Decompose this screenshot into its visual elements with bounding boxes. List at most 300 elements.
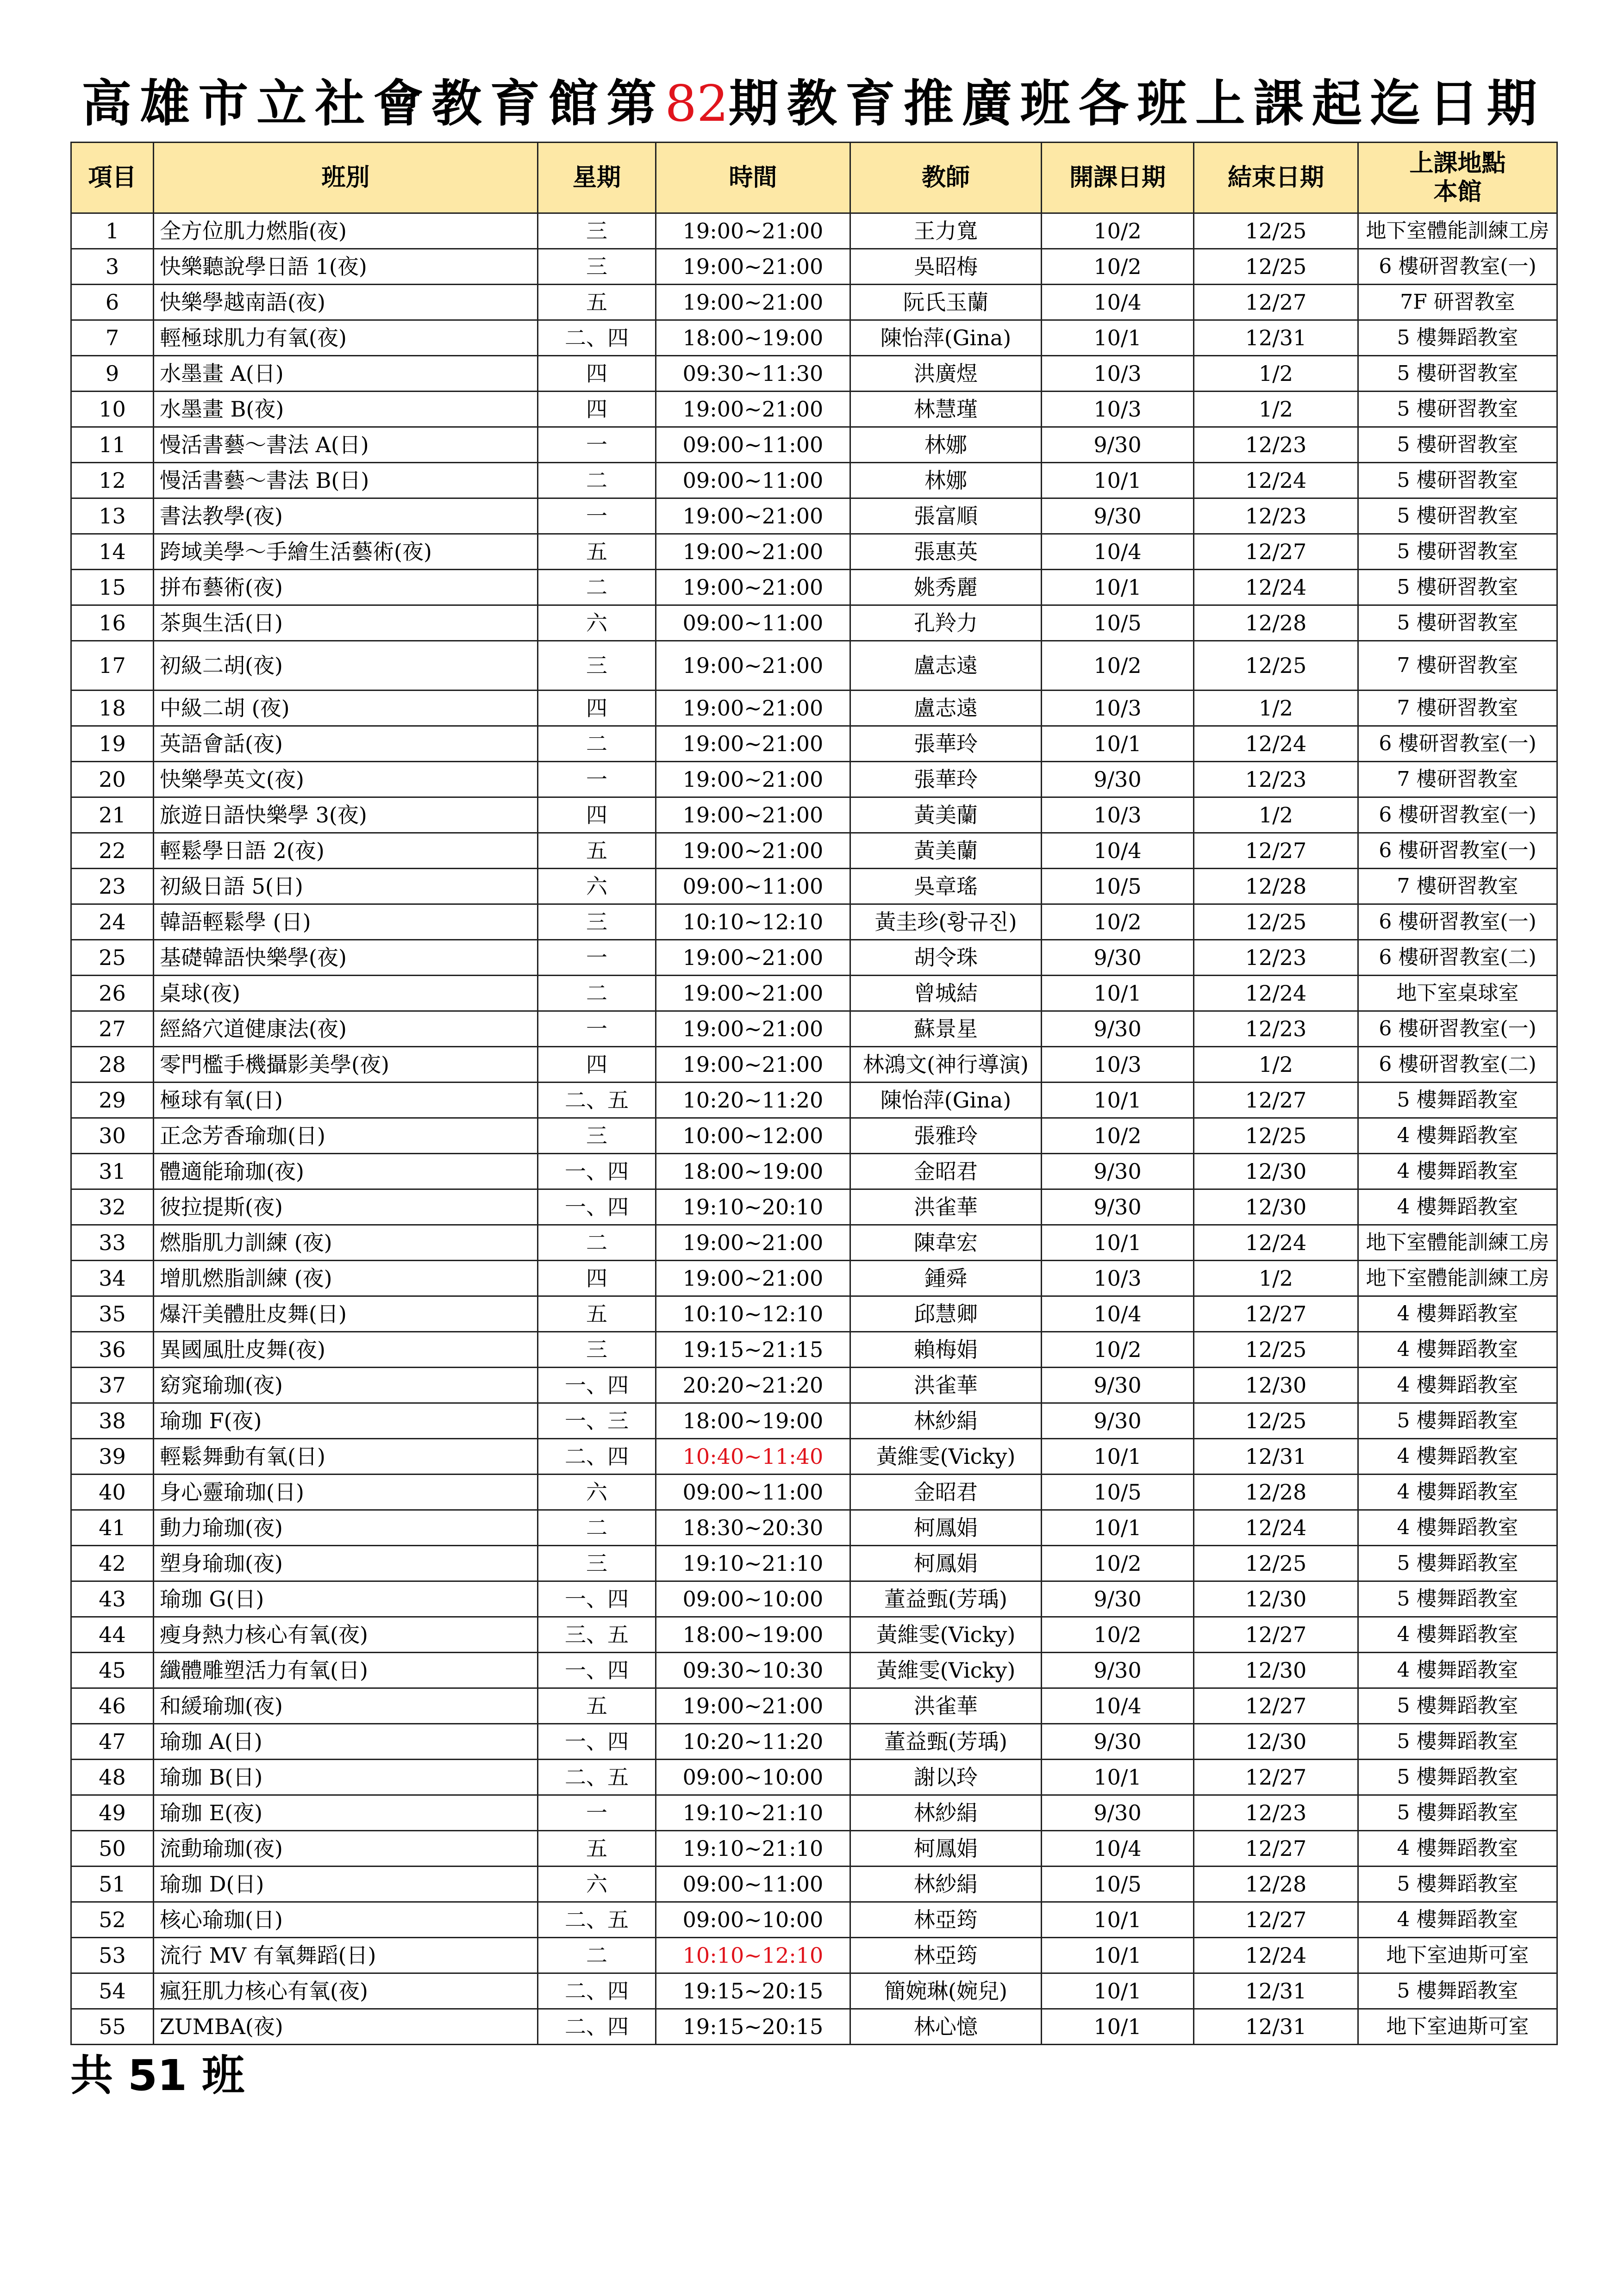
cell-teacher: 陳怡萍(Gina): [850, 1083, 1042, 1118]
cell-class-name: 爆汗美體肚皮舞(日): [154, 1296, 538, 1332]
cell-location: 地下室體能訓練工房: [1358, 1261, 1557, 1296]
cell-weekday: 五: [538, 1296, 656, 1332]
cell-start-date: 10/2: [1042, 641, 1194, 691]
cell-no: 49: [71, 1795, 154, 1831]
cell-teacher: 洪廣煜: [850, 356, 1042, 392]
cell-time: 18:00~19:00: [656, 320, 850, 356]
cell-class-name: 韓語輕鬆學 (日): [154, 904, 538, 940]
table-row: [71, 605, 1557, 641]
cell-start-date: 10/2: [1042, 1546, 1194, 1581]
table-row: [71, 1867, 1557, 1902]
cell-time: 09:00~11:00: [656, 605, 850, 641]
cell-class-name: 英語會話(夜): [154, 726, 538, 762]
cell-end-date: 12/27: [1194, 1902, 1358, 1938]
cell-weekday: 三: [538, 1332, 656, 1368]
cell-teacher: 黃美蘭: [850, 833, 1042, 869]
cell-time: 10:40~11:40: [656, 1439, 850, 1475]
cell-no: 13: [71, 498, 154, 534]
cell-time: 09:00~10:00: [656, 1581, 850, 1617]
cell-location: 6 樓研習教室(二): [1358, 940, 1557, 976]
cell-time: 19:00~21:00: [656, 726, 850, 762]
cell-start-date: 10/2: [1042, 904, 1194, 940]
table-row: [71, 1581, 1557, 1617]
title-period-number: 82: [665, 75, 729, 133]
cell-location: 5 樓研習教室: [1358, 605, 1557, 641]
cell-start-date: 10/1: [1042, 726, 1194, 762]
cell-teacher: 柯鳳娟: [850, 1546, 1042, 1581]
cell-location: 5 樓舞蹈教室: [1358, 1581, 1557, 1617]
cell-no: 24: [71, 904, 154, 940]
cell-location: 7 樓研習教室: [1358, 869, 1557, 904]
cell-teacher: 林娜: [850, 463, 1042, 498]
cell-no: 12: [71, 463, 154, 498]
cell-teacher: 林慧瑾: [850, 392, 1042, 427]
table-row: [71, 427, 1557, 463]
cell-weekday: 一: [538, 427, 656, 463]
cell-class-name: 核心瑜珈(日): [154, 1902, 538, 1938]
cell-end-date: 1/2: [1194, 356, 1358, 392]
cell-no: 10: [71, 392, 154, 427]
cell-weekday: 二: [538, 1938, 656, 1973]
cell-location: 5 樓研習教室: [1358, 427, 1557, 463]
cell-end-date: 12/24: [1194, 1510, 1358, 1546]
header-end-date: 結束日期: [1194, 143, 1358, 213]
cell-no: 48: [71, 1760, 154, 1795]
cell-start-date: 9/30: [1042, 1189, 1194, 1225]
cell-end-date: 1/2: [1194, 1261, 1358, 1296]
cell-time: 19:00~21:00: [656, 641, 850, 691]
cell-no: 29: [71, 1083, 154, 1118]
table-row: [71, 1902, 1557, 1938]
cell-start-date: 10/1: [1042, 1760, 1194, 1795]
cell-teacher: 林鴻文(神行導演): [850, 1047, 1042, 1083]
table-row: [71, 1083, 1557, 1118]
cell-end-date: 12/24: [1194, 463, 1358, 498]
cell-teacher: 林亞筠: [850, 1938, 1042, 1973]
cell-end-date: 12/25: [1194, 1118, 1358, 1154]
cell-teacher: 洪雀華: [850, 1688, 1042, 1724]
header-time: 時間: [656, 143, 850, 213]
cell-start-date: 9/30: [1042, 1581, 1194, 1617]
cell-start-date: 9/30: [1042, 1724, 1194, 1760]
cell-weekday: 一: [538, 498, 656, 534]
cell-teacher: 蘇景星: [850, 1011, 1042, 1047]
cell-no: 22: [71, 833, 154, 869]
cell-time: 20:20~21:20: [656, 1368, 850, 1403]
cell-location: 5 樓舞蹈教室: [1358, 1724, 1557, 1760]
cell-start-date: 10/2: [1042, 1118, 1194, 1154]
table-row: [71, 1831, 1557, 1867]
cell-weekday: 一、四: [538, 1581, 656, 1617]
cell-class-name: 初級二胡(夜): [154, 641, 538, 691]
cell-end-date: 12/30: [1194, 1653, 1358, 1688]
cell-start-date: 10/3: [1042, 1047, 1194, 1083]
cell-location: 4 樓舞蹈教室: [1358, 1189, 1557, 1225]
cell-no: 6: [71, 285, 154, 320]
cell-time: 10:20~11:20: [656, 1724, 850, 1760]
table-row: [71, 1368, 1557, 1403]
cell-time: 19:00~21:00: [656, 762, 850, 797]
cell-teacher: 邱慧卿: [850, 1296, 1042, 1332]
cell-no: 46: [71, 1688, 154, 1724]
cell-teacher: 張華玲: [850, 726, 1042, 762]
cell-end-date: 12/27: [1194, 833, 1358, 869]
table-row: [71, 1475, 1557, 1510]
cell-weekday: 五: [538, 285, 656, 320]
cell-weekday: 五: [538, 1688, 656, 1724]
cell-class-name: 慢活書藝～書法 A(日): [154, 427, 538, 463]
cell-no: 3: [71, 249, 154, 285]
cell-start-date: 9/30: [1042, 1403, 1194, 1439]
cell-location: 5 樓研習教室: [1358, 498, 1557, 534]
cell-end-date: 12/24: [1194, 726, 1358, 762]
page-title: [70, 69, 1556, 139]
cell-time: 10:00~12:00: [656, 1118, 850, 1154]
cell-teacher: 曾城結: [850, 976, 1042, 1011]
cell-start-date: 10/1: [1042, 463, 1194, 498]
cell-end-date: 12/28: [1194, 605, 1358, 641]
cell-class-name: ZUMBA(夜): [154, 2009, 538, 2045]
cell-weekday: 二、四: [538, 2009, 656, 2045]
cell-time: 19:00~21:00: [656, 392, 850, 427]
header-location-line2: 本館: [1433, 178, 1482, 206]
table-body: [71, 213, 1557, 2045]
cell-class-name: 基礎韓語快樂學(夜): [154, 940, 538, 976]
table-row: [71, 249, 1557, 285]
cell-time: 19:00~21:00: [656, 1047, 850, 1083]
cell-end-date: 12/30: [1194, 1724, 1358, 1760]
cell-end-date: 1/2: [1194, 797, 1358, 833]
cell-start-date: 10/4: [1042, 1831, 1194, 1867]
cell-end-date: 12/31: [1194, 320, 1358, 356]
cell-teacher: 黃維雯(Vicky): [850, 1653, 1042, 1688]
cell-weekday: 五: [538, 1831, 656, 1867]
cell-no: 20: [71, 762, 154, 797]
table-row: [71, 285, 1557, 320]
cell-class-name: 零門檻手機攝影美學(夜): [154, 1047, 538, 1083]
cell-weekday: 六: [538, 605, 656, 641]
cell-time: 09:00~10:00: [656, 1902, 850, 1938]
cell-teacher: 謝以玲: [850, 1760, 1042, 1795]
cell-class-name: 纖體雕塑活力有氧(日): [154, 1653, 538, 1688]
cell-end-date: 12/27: [1194, 1831, 1358, 1867]
cell-class-name: 中級二胡 (夜): [154, 691, 538, 726]
cell-time: 19:00~21:00: [656, 570, 850, 605]
cell-class-name: 極球有氧(日): [154, 1083, 538, 1118]
cell-end-date: 12/25: [1194, 1332, 1358, 1368]
cell-teacher: 林亞筠: [850, 1902, 1042, 1938]
cell-end-date: 12/25: [1194, 904, 1358, 940]
cell-no: 18: [71, 691, 154, 726]
cell-no: 9: [71, 356, 154, 392]
cell-class-name: 瑜珈 D(日): [154, 1867, 538, 1902]
cell-end-date: 12/30: [1194, 1154, 1358, 1189]
cell-time: 09:00~11:00: [656, 869, 850, 904]
cell-end-date: 1/2: [1194, 1047, 1358, 1083]
cell-class-name: 慢活書藝～書法 B(日): [154, 463, 538, 498]
cell-class-name: 瑜珈 A(日): [154, 1724, 538, 1760]
cell-no: 41: [71, 1510, 154, 1546]
cell-start-date: 10/1: [1042, 1938, 1194, 1973]
cell-teacher: 林娜: [850, 427, 1042, 463]
cell-location: 5 樓舞蹈教室: [1358, 320, 1557, 356]
cell-start-date: 10/1: [1042, 1083, 1194, 1118]
cell-class-name: 流動瑜珈(夜): [154, 1831, 538, 1867]
table-row: [71, 1546, 1557, 1581]
table-row: [71, 1296, 1557, 1332]
cell-weekday: 五: [538, 534, 656, 570]
table-row: [71, 1760, 1557, 1795]
cell-start-date: 10/1: [1042, 570, 1194, 605]
title-prefix: 高雄市立社會教育館第: [81, 75, 665, 133]
table-row: [71, 2009, 1557, 2045]
cell-time: 19:15~21:15: [656, 1332, 850, 1368]
cell-class-name: 瘦身熱力核心有氧(夜): [154, 1617, 538, 1653]
cell-class-name: 窈窕瑜珈(夜): [154, 1368, 538, 1403]
table-row: [71, 1011, 1557, 1047]
cell-class-name: 瑜珈 E(夜): [154, 1795, 538, 1831]
cell-teacher: 林心憶: [850, 2009, 1042, 2045]
cell-time: 19:00~21:00: [656, 1225, 850, 1261]
cell-no: 47: [71, 1724, 154, 1760]
cell-end-date: 12/27: [1194, 1296, 1358, 1332]
cell-start-date: 10/4: [1042, 833, 1194, 869]
cell-weekday: 二: [538, 726, 656, 762]
cell-end-date: 12/25: [1194, 213, 1358, 249]
cell-location: 6 樓研習教室(二): [1358, 1047, 1557, 1083]
cell-teacher: 胡令珠: [850, 940, 1042, 976]
cell-time: 19:00~21:00: [656, 833, 850, 869]
cell-class-name: 水墨畫 B(夜): [154, 392, 538, 427]
cell-location: 4 樓舞蹈教室: [1358, 1653, 1557, 1688]
cell-end-date: 12/27: [1194, 285, 1358, 320]
cell-no: 44: [71, 1617, 154, 1653]
cell-end-date: 12/27: [1194, 534, 1358, 570]
cell-weekday: 五: [538, 833, 656, 869]
cell-no: 39: [71, 1439, 154, 1475]
cell-no: 51: [71, 1867, 154, 1902]
cell-no: 26: [71, 976, 154, 1011]
table-row: [71, 1795, 1557, 1831]
cell-start-date: 10/4: [1042, 534, 1194, 570]
cell-location: 5 樓舞蹈教室: [1358, 1403, 1557, 1439]
cell-class-name: 體適能瑜珈(夜): [154, 1154, 538, 1189]
cell-end-date: 12/31: [1194, 2009, 1358, 2045]
table-row: [71, 1724, 1557, 1760]
cell-location: 5 樓舞蹈教室: [1358, 1795, 1557, 1831]
cell-teacher: 盧志遠: [850, 641, 1042, 691]
cell-end-date: 12/28: [1194, 869, 1358, 904]
cell-start-date: 9/30: [1042, 940, 1194, 976]
cell-location: 4 樓舞蹈教室: [1358, 1475, 1557, 1510]
cell-weekday: 四: [538, 1261, 656, 1296]
cell-location: 6 樓研習教室(一): [1358, 797, 1557, 833]
cell-weekday: 六: [538, 869, 656, 904]
cell-no: 19: [71, 726, 154, 762]
table-row: [71, 1189, 1557, 1225]
cell-class-name: 輕鬆舞動有氧(日): [154, 1439, 538, 1475]
cell-teacher: 吳昭梅: [850, 249, 1042, 285]
cell-no: 52: [71, 1902, 154, 1938]
cell-time: 10:10~12:10: [656, 1296, 850, 1332]
cell-class-name: 拼布藝術(夜): [154, 570, 538, 605]
header-location: [1358, 143, 1557, 213]
table-row: [71, 726, 1557, 762]
cell-start-date: 10/2: [1042, 249, 1194, 285]
cell-no: 23: [71, 869, 154, 904]
cell-weekday: 三: [538, 904, 656, 940]
cell-class-name: 燃脂肌力訓練 (夜): [154, 1225, 538, 1261]
cell-weekday: 三: [538, 641, 656, 691]
cell-location: 4 樓舞蹈教室: [1358, 1118, 1557, 1154]
cell-class-name: 水墨畫 A(日): [154, 356, 538, 392]
cell-location: 4 樓舞蹈教室: [1358, 1831, 1557, 1867]
cell-class-name: 跨域美學～手繪生活藝術(夜): [154, 534, 538, 570]
cell-no: 31: [71, 1154, 154, 1189]
cell-no: 55: [71, 2009, 154, 2045]
cell-teacher: 王力寬: [850, 213, 1042, 249]
header-class: 班別: [154, 143, 538, 213]
cell-time: 09:00~10:00: [656, 1760, 850, 1795]
cell-class-name: 增肌燃脂訓練 (夜): [154, 1261, 538, 1296]
cell-time: 19:00~21:00: [656, 249, 850, 285]
cell-class-name: 快樂學越南語(夜): [154, 285, 538, 320]
cell-teacher: 張雅玲: [850, 1118, 1042, 1154]
cell-location: 地下室迪斯可室: [1358, 1938, 1557, 1973]
cell-teacher: 姚秀麗: [850, 570, 1042, 605]
cell-weekday: 一、四: [538, 1724, 656, 1760]
cell-weekday: 六: [538, 1475, 656, 1510]
table-row: [71, 392, 1557, 427]
cell-start-date: 10/3: [1042, 691, 1194, 726]
table-row: [71, 1261, 1557, 1296]
cell-start-date: 10/5: [1042, 1475, 1194, 1510]
cell-no: 40: [71, 1475, 154, 1510]
cell-class-name: 塑身瑜珈(夜): [154, 1546, 538, 1581]
table-row: [71, 498, 1557, 534]
cell-no: 11: [71, 427, 154, 463]
cell-teacher: 洪雀華: [850, 1189, 1042, 1225]
cell-location: 地下室桌球室: [1358, 976, 1557, 1011]
cell-time: 19:00~21:00: [656, 534, 850, 570]
cell-teacher: 黃圭珍(황규진): [850, 904, 1042, 940]
table-row: [71, 1225, 1557, 1261]
table-row: [71, 1510, 1557, 1546]
cell-no: 34: [71, 1261, 154, 1296]
cell-teacher: 阮氏玉蘭: [850, 285, 1042, 320]
table-row: [71, 869, 1557, 904]
cell-location: 7 樓研習教室: [1358, 641, 1557, 691]
cell-location: 4 樓舞蹈教室: [1358, 1332, 1557, 1368]
cell-time: 19:00~21:00: [656, 285, 850, 320]
cell-start-date: 9/30: [1042, 1154, 1194, 1189]
cell-location: 地下室體能訓練工房: [1358, 1225, 1557, 1261]
cell-no: 35: [71, 1296, 154, 1332]
cell-no: 36: [71, 1332, 154, 1368]
cell-location: 4 樓舞蹈教室: [1358, 1510, 1557, 1546]
table-row: [71, 1332, 1557, 1368]
cell-time: 19:00~21:00: [656, 498, 850, 534]
cell-no: 17: [71, 641, 154, 691]
cell-start-date: 9/30: [1042, 498, 1194, 534]
cell-end-date: 1/2: [1194, 691, 1358, 726]
cell-end-date: 1/2: [1194, 392, 1358, 427]
cell-class-name: 瑜珈 F(夜): [154, 1403, 538, 1439]
cell-start-date: 10/3: [1042, 797, 1194, 833]
cell-location: 6 樓研習教室(一): [1358, 833, 1557, 869]
cell-end-date: 12/24: [1194, 1938, 1358, 1973]
cell-location: 5 樓研習教室: [1358, 534, 1557, 570]
cell-teacher: 金昭君: [850, 1154, 1042, 1189]
cell-time: 09:00~11:00: [656, 463, 850, 498]
cell-no: 14: [71, 534, 154, 570]
cell-start-date: 10/1: [1042, 2009, 1194, 2045]
cell-teacher: 黃維雯(Vicky): [850, 1439, 1042, 1475]
cell-end-date: 12/24: [1194, 1225, 1358, 1261]
cell-weekday: 四: [538, 1047, 656, 1083]
cell-end-date: 12/30: [1194, 1581, 1358, 1617]
cell-no: 33: [71, 1225, 154, 1261]
cell-time: 19:10~21:10: [656, 1831, 850, 1867]
cell-end-date: 12/31: [1194, 1973, 1358, 2009]
cell-start-date: 10/4: [1042, 1296, 1194, 1332]
cell-end-date: 12/27: [1194, 1688, 1358, 1724]
cell-no: 38: [71, 1403, 154, 1439]
cell-start-date: 10/5: [1042, 869, 1194, 904]
cell-class-name: 快樂學英文(夜): [154, 762, 538, 797]
cell-teacher: 賴梅娟: [850, 1332, 1042, 1368]
cell-teacher: 陳韋宏: [850, 1225, 1042, 1261]
cell-start-date: 10/3: [1042, 356, 1194, 392]
cell-location: 4 樓舞蹈教室: [1358, 1296, 1557, 1332]
cell-end-date: 12/23: [1194, 1795, 1358, 1831]
cell-start-date: 10/1: [1042, 320, 1194, 356]
table-row: [71, 1938, 1557, 1973]
cell-teacher: 簡婉琳(婉兒): [850, 1973, 1042, 2009]
cell-location: 7 樓研習教室: [1358, 762, 1557, 797]
cell-start-date: 9/30: [1042, 427, 1194, 463]
cell-no: 16: [71, 605, 154, 641]
cell-time: 19:00~21:00: [656, 1261, 850, 1296]
cell-weekday: 二: [538, 976, 656, 1011]
class-schedule-table: [70, 142, 1558, 2045]
cell-class-name: 和緩瑜珈(夜): [154, 1688, 538, 1724]
cell-weekday: 三、五: [538, 1617, 656, 1653]
cell-no: 28: [71, 1047, 154, 1083]
cell-time: 18:30~20:30: [656, 1510, 850, 1546]
cell-weekday: 四: [538, 797, 656, 833]
cell-start-date: 10/1: [1042, 1439, 1194, 1475]
cell-end-date: 12/27: [1194, 1083, 1358, 1118]
cell-time: 09:30~11:30: [656, 356, 850, 392]
cell-start-date: 10/3: [1042, 392, 1194, 427]
cell-class-name: 流行 MV 有氧舞蹈(日): [154, 1938, 538, 1973]
cell-time: 09:00~11:00: [656, 1867, 850, 1902]
cell-weekday: 三: [538, 1118, 656, 1154]
cell-time: 18:00~19:00: [656, 1617, 850, 1653]
cell-time: 19:00~21:00: [656, 1688, 850, 1724]
cell-class-name: 正念芳香瑜珈(日): [154, 1118, 538, 1154]
header-teacher: 教師: [850, 143, 1042, 213]
table-row: [71, 1118, 1557, 1154]
cell-location: 6 樓研習教室(一): [1358, 1011, 1557, 1047]
cell-time: 18:00~19:00: [656, 1154, 850, 1189]
cell-weekday: 一: [538, 1011, 656, 1047]
cell-start-date: 9/30: [1042, 1368, 1194, 1403]
cell-time: 10:10~12:10: [656, 904, 850, 940]
cell-teacher: 張富順: [850, 498, 1042, 534]
cell-teacher: 董益甄(芳瑀): [850, 1581, 1042, 1617]
